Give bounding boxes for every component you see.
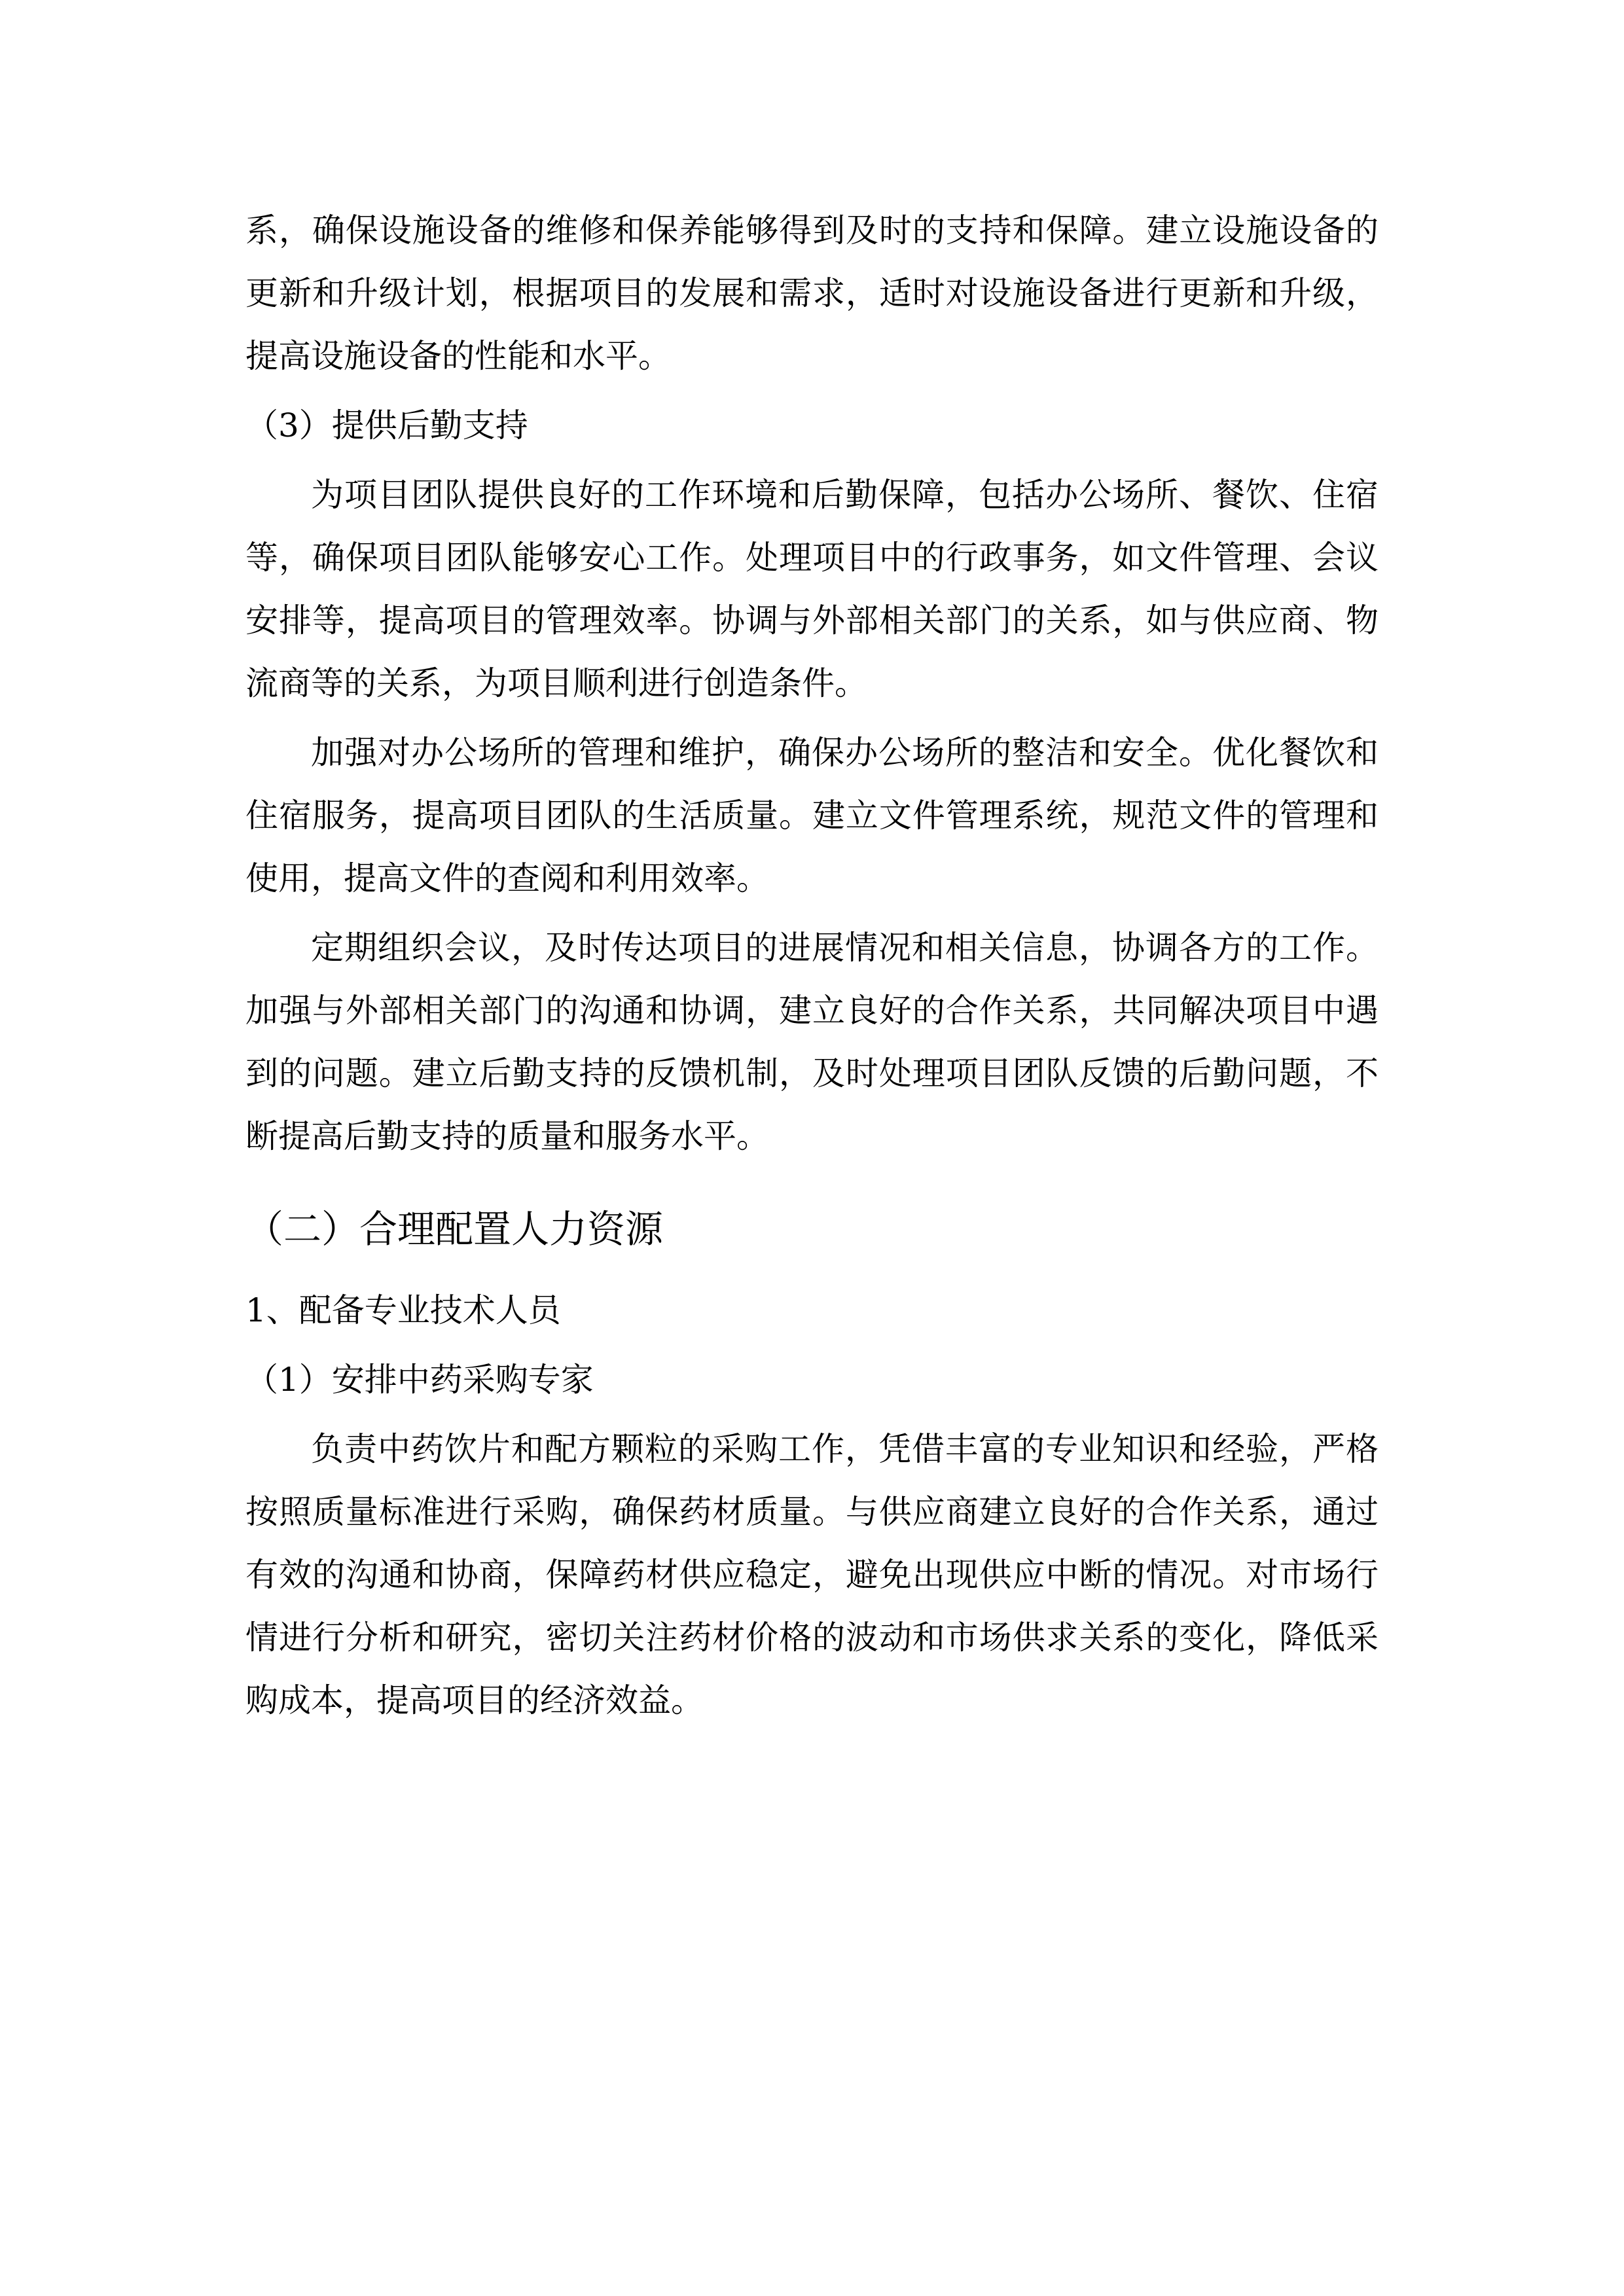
paragraph: 为项目团队提供良好的工作环境和后勤保障，包括办公场所、餐饮、住宿等，确保项目团队能够安心工作。处理项目中的行政事务，如文件管理、会议安排等，提高项目的管理效率。协调与外部相关部门的关系，如与供应商、物流商等的关系，为项目顺利进行创造条件。 — [245, 476, 1379, 702]
section-heading-hr-allocation: （二）合理配置人力资源 — [245, 1207, 664, 1251]
paragraph: 负责中药饮片和配方颗粒的采购工作，凭借丰富的专业知识和经验，严格按照质量标准进行采购，确保药材质量。与供应商建立良好的合作关系，通过有效的沟通和协商，保障药材供应稳定，避免出现供应中断的情况。对市场行情进行分析和研究，密切关注药材价格的波动和市场供求关系的变化，降低采购成本，提高项目的经济效益。 — [245, 1430, 1379, 1719]
paragraph: 定期组织会议，及时传达项目的进展情况和相关信息，协调各方的工作。加强与外部相关部门的沟通和协调，建立良好的合作关系，共同解决项目中遇到的问题。建立后勤支持的反馈机制，及时处理项目团队反馈的后勤问题，不断提高后勤支持的质量和服务水平。 — [245, 929, 1379, 1155]
subheading-3-logistics-support: （3）提供后勤支持 — [245, 406, 528, 444]
paragraph: 加强对办公场所的管理和维护，确保办公场所的整洁和安全。优化餐饮和住宿服务，提高项目团队的生活质量。建立文件管理系统，规范文件的管理和使用，提高文件的查阅和利用效率。 — [245, 734, 1379, 897]
subheading-1-tcm-procurement-expert: （1）安排中药采购专家 — [245, 1361, 594, 1399]
subheading-1-technical-staff: 1、配备专业技术人员 — [245, 1291, 561, 1329]
paragraph-continuation: 系，确保设施设备的维修和保养能够得到及时的支持和保障。建立设施设备的更新和升级计划，根据项目的发展和需求，适时对设施设备进行更新和升级，提高设施设备的性能和水平。 — [245, 211, 1379, 375]
